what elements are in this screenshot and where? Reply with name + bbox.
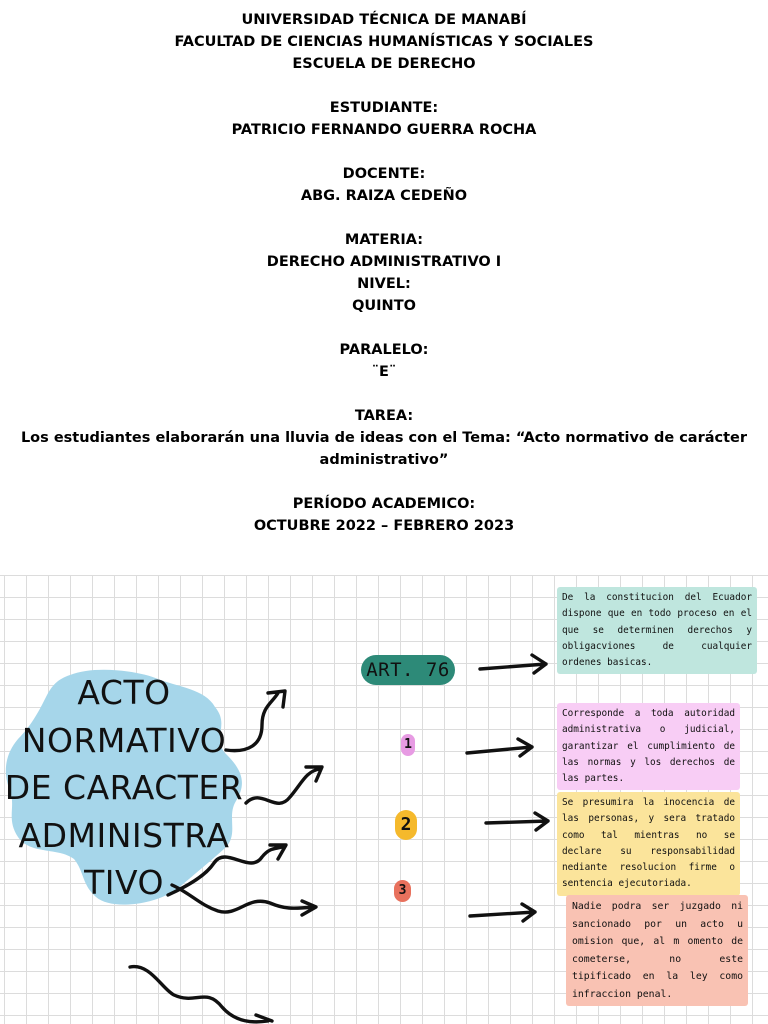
title-line: ADMINISTRA [18,815,230,855]
arrow-art76 [480,655,546,673]
subject-label: MATERIA: [344,232,424,248]
branch-arrow [168,845,286,895]
student-label: ESTUDIANTE: [329,100,439,116]
title-line: NORMATIVO [21,720,227,760]
title-line: ACTO [77,673,171,712]
branch-arrow [226,691,285,751]
item-note: Nadie podra ser juzgado ni sancionado por un acto u omision que, al m omento de cometerse, no este tipificado en la ley como infraccion penal. [566,895,748,1006]
period-label: PERÍODO ACADEMICO: [292,496,476,512]
mind-map [0,575,768,1024]
branch-arrow [130,967,272,1022]
article-pill: ART. 76 [361,655,455,685]
item-number: 1 [401,734,415,756]
cover-page [0,9,768,537]
item-note: Corresponde a toda autoridad administrativa o judicial, garantizar el cumplimiento de las normas y los derechos de las partes. [557,703,740,790]
subject-name: DERECHO ADMINISTRATIVO I [266,254,502,270]
parallel-value: ¨E¨ [371,364,397,380]
level-label: NIVEL: [357,276,411,292]
item-note: Se presumira la inocencia de las personas, y sera tratado como tal mientras no se declare su responsabilidad nediante resolucion firme o sentencia ejecutoriada. [557,792,740,896]
level-value: QUINTO [352,298,416,314]
article-note: De la constitucion del Ecuador dispone que en todo proceso en el que se determinen derechos y obligacviones de cualquier ordenes basicas. [557,587,757,674]
school-name: ESCUELA DE DERECHO [292,56,476,72]
branch-arrow [246,767,322,803]
faculty-name: FACULTAD DE CIENCIAS HUMANÍSTICAS Y SOCIALES [174,34,594,50]
branch-arrow [172,885,316,915]
teacher-name: ABG. RAIZA CEDEÑO [300,188,468,204]
arrow-item3 [470,904,535,921]
teacher-label: DOCENTE: [342,166,426,182]
student-name: PATRICIO FERNANDO GUERRA ROCHA [231,122,537,138]
task-text: Los estudiantes elaborarán una lluvia de ideas con el Tema: “Acto normativo de carácter administrativo” [20,430,748,468]
university-name: UNIVERSIDAD TÉCNICA DE MANABÍ [241,12,527,28]
title-line: TIVO [84,863,164,902]
period-value: OCTUBRE 2022 – FEBRERO 2023 [253,518,515,534]
arrow-item1 [467,739,532,756]
arrow-item2 [486,813,548,830]
task-label: TAREA: [354,408,414,424]
item-number: 2 [395,810,417,840]
item-number: 3 [394,880,411,902]
title-line: DE CARACTER [4,768,244,807]
parallel-label: PARALELO: [339,342,429,358]
